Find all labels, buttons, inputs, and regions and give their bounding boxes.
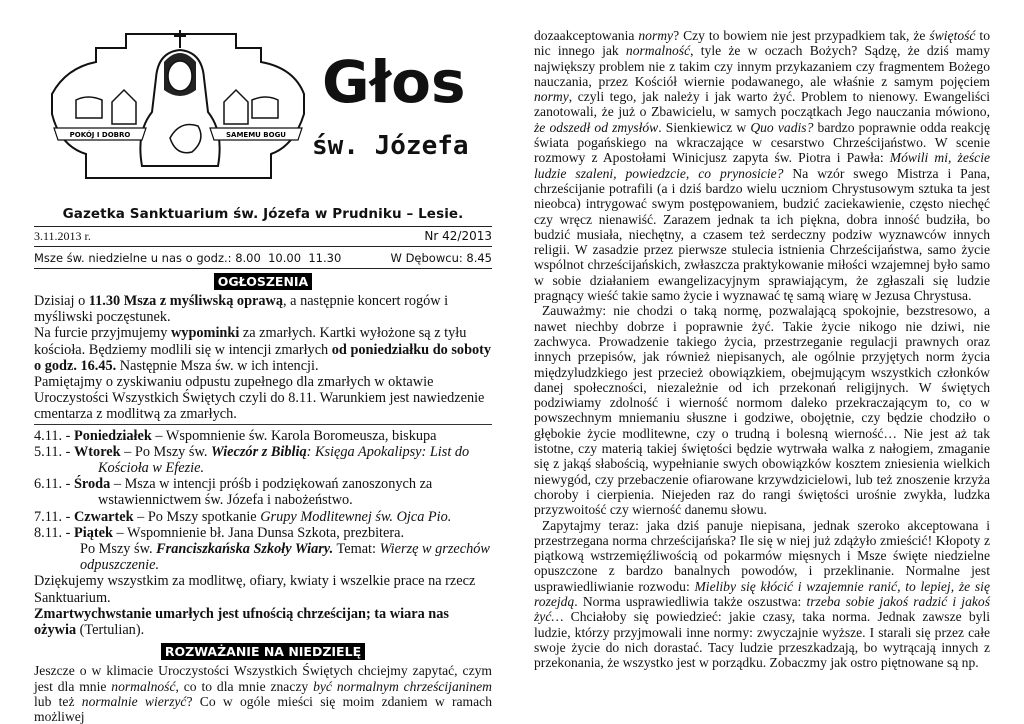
divider: [34, 424, 492, 425]
issue-date: 3.11.2013 r.: [34, 229, 91, 243]
left-column: [34, 22, 492, 724]
announcement-paragraph: Pamiętajmy o zyskiwaniu odpustu zupełnego dla zmarłych w oktawie Uroczystości Wszystkich Świętych czyli do 8.11. Warunkiem jest nawiedzenie cmentarza z modlitwą za zmarłych.: [34, 374, 485, 423]
logo-banner-right: SAMEMU BOGU: [225, 131, 287, 139]
sanctuary-logo: [46, 28, 308, 186]
mass-times-values: 8.00 10.00 11.30: [235, 251, 342, 265]
announcements-heading: OGŁOSZENIA: [34, 273, 492, 291]
schedule-item: 5.11. - Wtorek – Po Mszy św. Wieczór z Biblią: Księga Apokalipsy: List do Kościoła w Efezie.: [34, 443, 470, 477]
schedule-item: 7.11. - Czwartek – Po Mszy spotkanie Grupy Modlitewnej św. Ojca Pio.: [34, 508, 452, 525]
thanks-note: Dziękujemy wszystkim za modlitwę, ofiary, kwiaty i wszelkie prace na rzecz Sanktuarium.: [34, 573, 476, 606]
gazette-name: Gazetka Sanktuarium św. Józefa w Prudniku – Lesie.: [62, 206, 464, 222]
issue-row: [34, 226, 492, 247]
issue-number: Nr 42/2013: [424, 229, 492, 243]
reflection-paragraph: Zapytajmy teraz: jaka dziś panuje niepisana, jednak szeroko akceptowana i przestrzegana norma chrześcijańska? Ile się w niej już zdążyło zmieścić! Kłopoty z piątkową wstrzemięźliwością od pokarmów mięsnych i Msze święte niedzielne opuszczone z bardzo banalnych powodów, i przeklinanie. Normalne jest usprawiedliwianie rozwodu: Mieliby się kłócić i wzajemnie ranić, to lepiej, że się rozejdą. Norma usprawiedliwia także oszustwa: trzeba sobie jakoś radzić i jakoś żyć… Chciałoby się powiedzieć: jakie czasy, taka norma. Jednak zawsze byli ludzie, którzy przyjmowali inne normy: zwyczajnie wyższe. I starali się przez całe swoje życie do nich dorastać. Tacy ludzie przeszkadzają, bo wytrącają innych z przekonania, że wszystko jest w porządku. Zobaczmy jak ostro piętnowane są np.: [534, 517, 990, 671]
tertullian-quote: Zmartwychwstanie umarłych jest ufnością chrześcijan; ta wiara nas ożywia (Tertulian).: [34, 605, 449, 639]
mass-times: [34, 251, 341, 265]
reflection-text: Jeszcze o w klimacie Uroczystości Wszystkich Świętych chciejmy zapytać, czym jest dla mnie normalność, co to dla mnie znaczy być normalnym chrześcijaninem lub też normalnie wierzyć? Co w ogóle mieści się moim zdaniem w ramach możliwej: [34, 663, 492, 724]
announcement-paragraph: Dzisiaj o 11.30 Msza z myśliwską oprawą, a następnie koncert rogów i myśliwski poczęstunek.: [34, 293, 449, 326]
right-column: [534, 28, 990, 670]
page-title: Głos: [322, 48, 466, 116]
schedule-item: 8.11. - Piątek – Wspomnienie bł. Jana Dunsa Szkota, prezbitera.: [34, 524, 405, 541]
masthead: [34, 22, 492, 190]
mass-times-row: [34, 247, 492, 269]
announcement-paragraph: Na furcie przyjmujemy wypominki za zmarłych. Kartki wyłożone są z tyłu kościoła. Będziemy modlili się w intencji zmarłych od poniedziałku do soboty o godz. 16.45. Następnie Msza św. w ich intencji.: [34, 325, 492, 374]
schedule-item: 4.11. - Poniedziałek – Wspomnienie św. Karola Boromeusza, biskupa: [34, 427, 437, 444]
st-joseph-emblem-icon: [46, 28, 308, 186]
debowiec-mass: W Dębowcu: 8.45: [390, 251, 492, 265]
reflection-paragraph: Zauważmy: nie chodzi o taką normę, pozwalającą spokojnie, bezstresowo, a nawet niechby dobrze i poprawnie żyć. Takie życie nikogo nie dziwi, nie zachwyca. Prowadzenie takiego życia, przestrzeganie regulacji prawnych oraz innych przepisów, jak również niepisanych, ale ogólnie przyjętych norm życia międzyludzkiego jest przecież obowiązkiem, obejmującym wszystkich członków danej społeczności, niezależnie od ich przekonań religijnych. W świętych podziwiamy zdolność i wierność normom daleko przekraczającym to, co w powszechnym mniemaniu słuszne i godziwe, obojętnie, czy będzie chodziło o głębokie życie modlitewne, czy o trudną i bolesną wierność… Nie jest aż tak istotne, czy materią takiej świętości będzie wytrwała walka z nałogiem, zmaganie się z jakąś słabością, wypełnianie swych obowiązków kosztem zniesienia wielkich niewygód, czy przebaczenie ofiarowane krzywdzicielowi, lub też znoszenie krzyża choroby i cierpienia. Niejeden raz do rangi świętości urośnie zwykła, ludzka przyzwoitość czy wierność danemu słowu.: [534, 303, 990, 518]
schedule-item: 6.11. - Środa – Msza w intencji próśb i podziękowań zanoszonych za wstawiennictwem św. Józefa i nabożeństwo.: [34, 476, 433, 509]
logo-banner-left: POKÓJ I DOBRO: [69, 131, 131, 139]
announcements: [34, 293, 492, 638]
page-subtitle: św. Józefa: [312, 131, 469, 161]
reflection-heading: ROZWAŻANIE NA NIEDZIELĘ: [34, 643, 492, 661]
mass-times-label: Msze św. niedzielne u nas o godz.:: [34, 251, 232, 265]
reflection-continued: dozaakceptowania normy? Czy to bowiem nie jest przypadkiem tak, że świętość to nic innego jak normalność, tyle że w oczach Bożych? Sądzę, że dziś mamy największy problem nie z takim czy innym przykazaniem czy fragmentem Bożego nauczania, przez Kościół wiernie podawanego, ale właśnie z samym pojęciem normy, czyli tego, jak należy i jak warto żyć. Problem to nienowy. Ewangeliści zanotowali, że już o Zbawicielu, w samych początkach Jego nauczania mówiono, że odszedł od zmysłów. Sienkiewicz w Quo vadis? bardzo poprawnie odda reakcję świata pogańskiego na wkraczające w cesarstwo Chrześcijaństwo. W scenie rozmowy z Apostołami Winicjusz zapyta św. Piotra i Pawła: Mówili mi, żeście ludzie szaleni, powiedzcie, co prynosicie? Na wzór swego Mistrza i Pana, chrześcijanie potrafili (a i dziś bardzo wielu uczniom Chrystusowym sztuka ta jest nieobca) intrygować swym postępowaniem, budzić zaciekawienie, często niechęć czy wręcz nienawiść. Zarazem jednak ta ich piękna, dobra inność budziła, bo budzić musiała, niechętny, a czasem też serdeczny podziw wyznawców innych religii. W zasadzie przez pierwsze stulecia istnienia Chrześcijaństwa, samo życie wspólnot chrześcijańskich, zwłaszcza praktykowanie miłości wzajemnej było samo w sobie działaniem ewangelizacyjnym sprawiającym, że zgłaszali się ludzie pragnący wieść takie samo życie i wyznawać tę samą wiarę w Jezusa Chrystusa.: [534, 28, 991, 304]
schedule-item-continued: Po Mszy św. Franciszkańska Szkoły Wiary. Temat: Wierzę w grzechów odpuszczenie.: [80, 541, 490, 574]
